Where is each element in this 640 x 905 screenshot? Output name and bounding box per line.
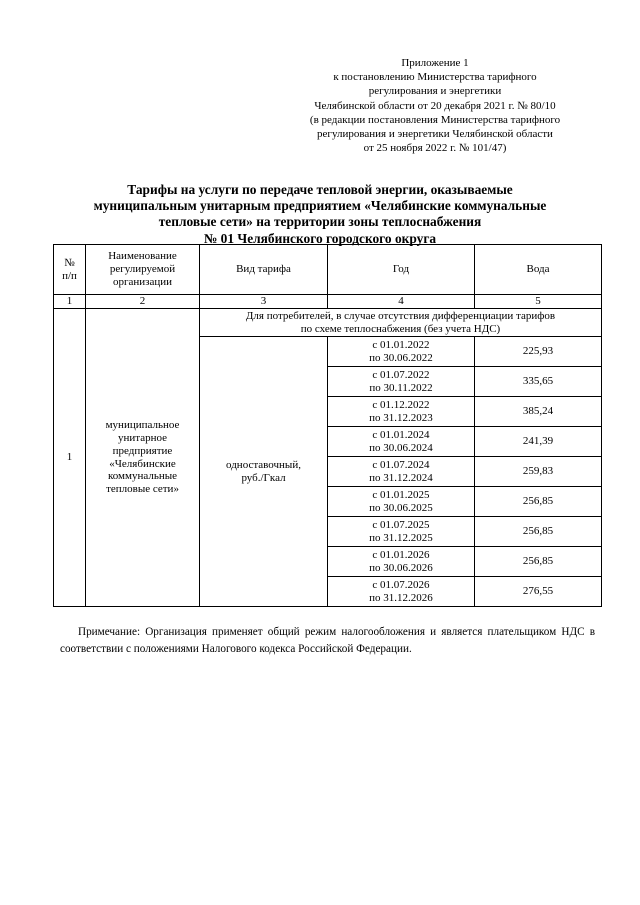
tariff-value: 385,24 <box>475 397 602 427</box>
condition-row <box>54 309 602 337</box>
table-header-row <box>54 245 602 295</box>
period-cell: с 01.07.2022 по 30.11.2022 <box>328 367 475 397</box>
period-cell: с 01.01.2024 по 30.06.2024 <box>328 427 475 457</box>
column-numbers-row <box>54 295 602 309</box>
tariff-value: 256,85 <box>475 487 602 517</box>
header-org: Наименование регулируемой организации <box>86 245 200 295</box>
title-line: № 01 Челябинского городского округа <box>203 230 437 246</box>
tariff-value: 256,85 <box>475 517 602 547</box>
period-cell: с 01.01.2022 по 30.06.2022 <box>328 337 475 367</box>
row-number: 1 <box>54 309 86 607</box>
appendix-line: к постановлению Министерства тарифного <box>333 71 537 84</box>
consumer-condition: Для потребителей, в случае отсутствия дифференциации тарифов по схеме теплоснабжения (без учета НДС) <box>200 309 602 337</box>
tariff-value: 259,83 <box>475 457 602 487</box>
col-number: 1 <box>54 295 86 309</box>
period-cell: с 01.07.2025 по 31.12.2025 <box>328 517 475 547</box>
tariff-value: 335,65 <box>475 367 602 397</box>
tariff-type: одноставочный, руб./Гкал <box>200 337 328 607</box>
title-line: муниципальным унитарным предприятием «Челябинские коммунальные <box>93 198 547 214</box>
tariff-value: 241,39 <box>475 427 602 457</box>
footnote: Примечание: Организация применяет общий режим налогообложения и является плательщиком НДС в соответствии с положениями Налогового кодекса Российской Федерации. <box>60 626 595 655</box>
tariff-table <box>53 244 602 607</box>
header-water: Вода <box>475 245 602 295</box>
period-cell: с 01.01.2026 по 30.06.2026 <box>328 547 475 577</box>
tariff-value: 276,55 <box>475 577 602 607</box>
tariff-value: 256,85 <box>475 547 602 577</box>
tariff-value: 225,93 <box>475 337 602 367</box>
appendix-line: Приложение 1 <box>401 57 469 69</box>
col-number: 3 <box>200 295 328 309</box>
appendix-header <box>270 56 600 155</box>
header-num: № п/п <box>54 245 86 295</box>
header-tariff-type: Вид тарифа <box>200 245 328 295</box>
period-cell: с 01.01.2025 по 30.06.2025 <box>328 487 475 517</box>
period-cell: с 01.12.2022 по 31.12.2023 <box>328 397 475 427</box>
col-number: 4 <box>328 295 475 309</box>
col-number: 2 <box>86 295 200 309</box>
appendix-line: (в редакции постановления Министерства тарифного <box>309 113 561 126</box>
appendix-line: регулирования и энергетики <box>368 85 502 98</box>
appendix-line: от 25 ноября 2022 г. № 101/47) <box>363 142 507 155</box>
period-cell: с 01.07.2024 по 31.12.2024 <box>328 457 475 487</box>
appendix-line: Челябинской области от 20 декабря 2021 г. № 80/10 <box>314 99 556 112</box>
organization-name: муниципальное унитарное предприятие «Челябинские коммунальные тепловые сети» <box>86 309 200 607</box>
title-line: тепловые сети» на территории зоны теплоснабжения <box>158 214 482 230</box>
col-number: 5 <box>475 295 602 309</box>
period-cell: с 01.07.2026 по 31.12.2026 <box>328 577 475 607</box>
document-title <box>40 182 600 247</box>
title-line: Тарифы на услуги по передаче тепловой энергии, оказываемые <box>127 182 513 197</box>
appendix-line: регулирования и энергетики Челябинской области <box>317 128 553 141</box>
header-year: Год <box>328 245 475 295</box>
